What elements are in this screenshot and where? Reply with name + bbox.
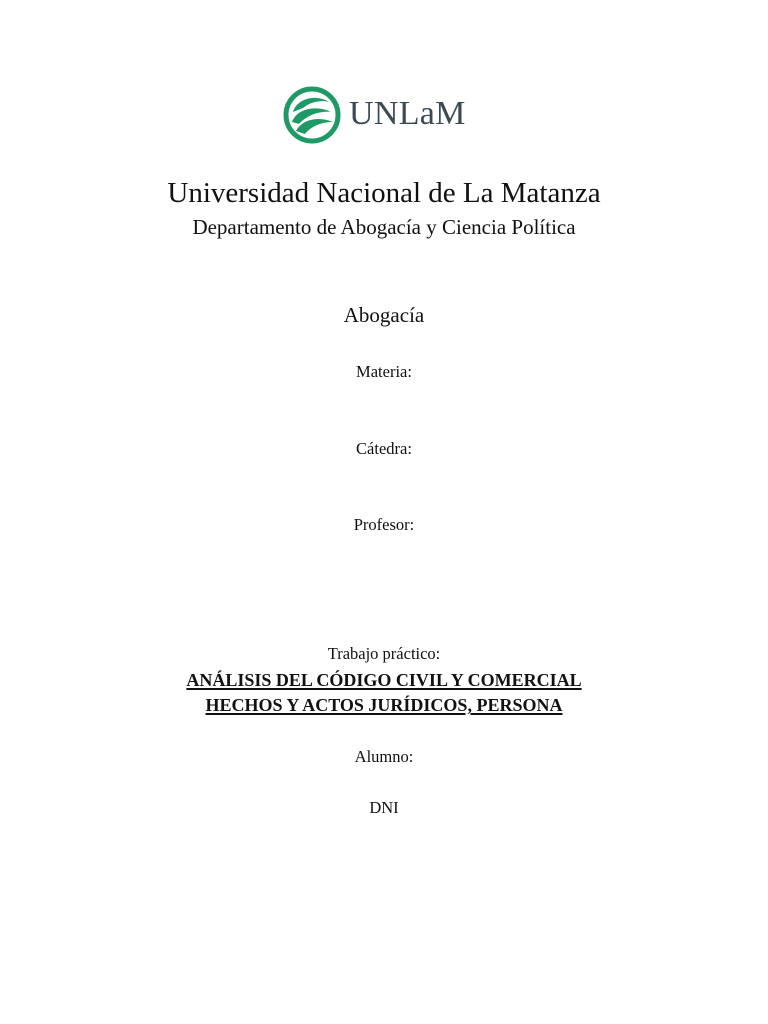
logo-wordmark: UNLaM (349, 95, 466, 132)
assignment-title-line-1: ANÁLISIS DEL CÓDIGO CIVIL Y COMERCIAL (186, 670, 582, 690)
unlam-logo-icon (283, 86, 341, 144)
alumno-label: Alumno: (354, 747, 414, 766)
profesor-label: Profesor: (353, 515, 415, 534)
materia-label: Materia: (356, 362, 412, 381)
department-name: Departamento de Abogacía y Ciencia Política (192, 215, 576, 239)
dni-label: DNI (369, 798, 399, 817)
career-name: Abogacía (343, 303, 425, 327)
assignment-title-line-2: HECHOS Y ACTOS JURÍDICOS, PERSONA (205, 695, 563, 715)
catedra-label: Cátedra: (356, 439, 412, 458)
university-logo (283, 84, 493, 146)
assignment-label: Trabajo práctico: (327, 644, 441, 663)
university-name: Universidad Nacional de La Matanza (167, 177, 601, 209)
